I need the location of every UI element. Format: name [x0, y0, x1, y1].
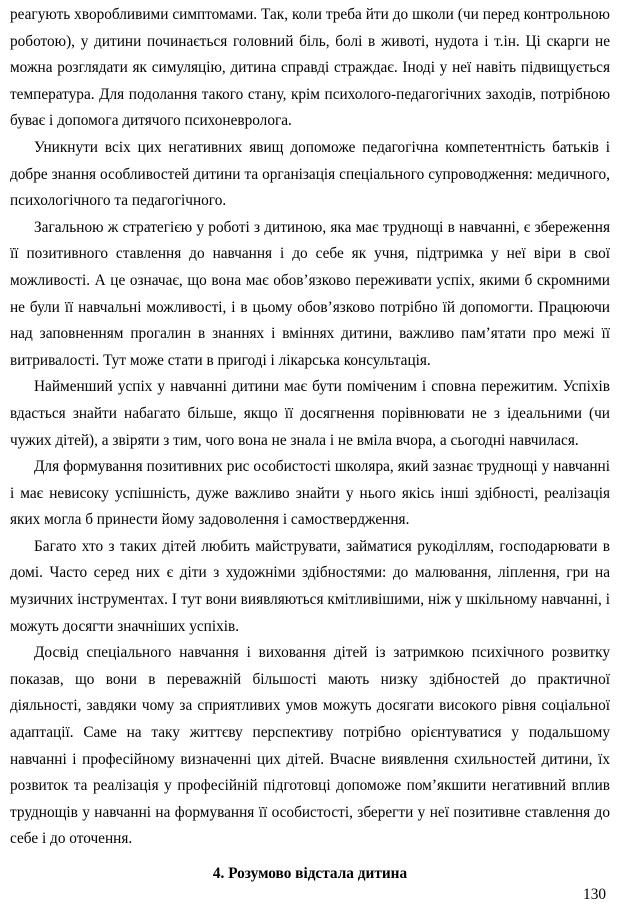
- page-number: 130: [583, 886, 606, 903]
- paragraph-6: Багато хто з таких дітей любить майструвати, займатися рукоділлям, господарювати в домі. Часто серед них є діти з художніми здібностями: до малювання, ліплення, гри на музичних інструментах. І тут вони виявляються кмітливішими, ніж у шкільному навчанні, і можуть досягти значніших успіхів.: [10, 537, 610, 635]
- paragraph-7: Досвід спеціального навчання і виховання дітей із затримкою психічного розвитку показав, що вони в переважній більшості мають низку здібностей до практичної діяльності, завдяки чому за сприятливих умов можуть досягати високого рівня соціальної адаптації. Саме на таку життєву перспективу потрібно орієнтуватися у подальшому навчанні і професійному визначенні цих дітей. Вчасне виявлення схильностей дитини, їх розвиток та реалізація у професійній підготовці допоможе пом’якшити негативний вплив труднощів у навчанні на формування її особистості, зберегти у неї позитивне ставлення до себе і до оточення.: [10, 644, 610, 848]
- paragraph-3: Загальною ж стратегією у роботі з дитиною, яка має труднощі в навчанні, є збереження її позитивного ставлення до навчання і до себе як учня, підтримка у неї віри в свої можливості. А це означає, що вона має обов’язково переживати успіх, якими б скромними не були її навчальні можливості, і в цьому обов’язково потрібно їй допомогти. Працюючи над заповненням прогалин в знаннях і вміннях дитини, важливо пам’ятати про межі її витривалості. Тут може стати в пригоді і лікарська консультація.: [10, 218, 610, 369]
- paragraph-2: Уникнути всіх цих негативних явищ допоможе педагогічна компетентність батьків і добре знання особливостей дитини та організація спеціального супроводження: медичного, психологічного та педагогічного.: [10, 138, 610, 210]
- paragraph-4: Найменший успіх у навчанні дитини має бути поміченим і сповна пережитим. Успіхів вдасться знайти набагато більше, якщо її досягнення порівнювати не з ідеальними (чи чужих дітей), а звіряти з тим, чого вона не знала і не вміла вчора, а сьогодні навчилася.: [10, 378, 610, 449]
- paragraph-1: реагують хворобливими симптомами. Так, коли треба йти до школи (чи перед контрольною роботою), у дитини починається головний біль, болі в животі, нудота і т.ін. Ці скарги не можна розглядати як симуляцію, дитина справді страждає. Іноді у неї навіть підвищується температура. Для подолання такого стану, крім психолого-педагогічних заходів, потрібною буває і допомога дитячого психоневролога.: [10, 6, 610, 130]
- paragraph-5: Для формування позитивних рис особистості школяра, який зазнає труднощі у навчанні і має невисоку успішність, дуже важливо знайти у нього якісь інші здібності, реалізація яких могла б принести йому задоволення і самоствердження.: [10, 458, 610, 529]
- section-heading: 4. Розумово відстала дитина: [212, 865, 408, 882]
- document-page: [10, 2, 610, 888]
